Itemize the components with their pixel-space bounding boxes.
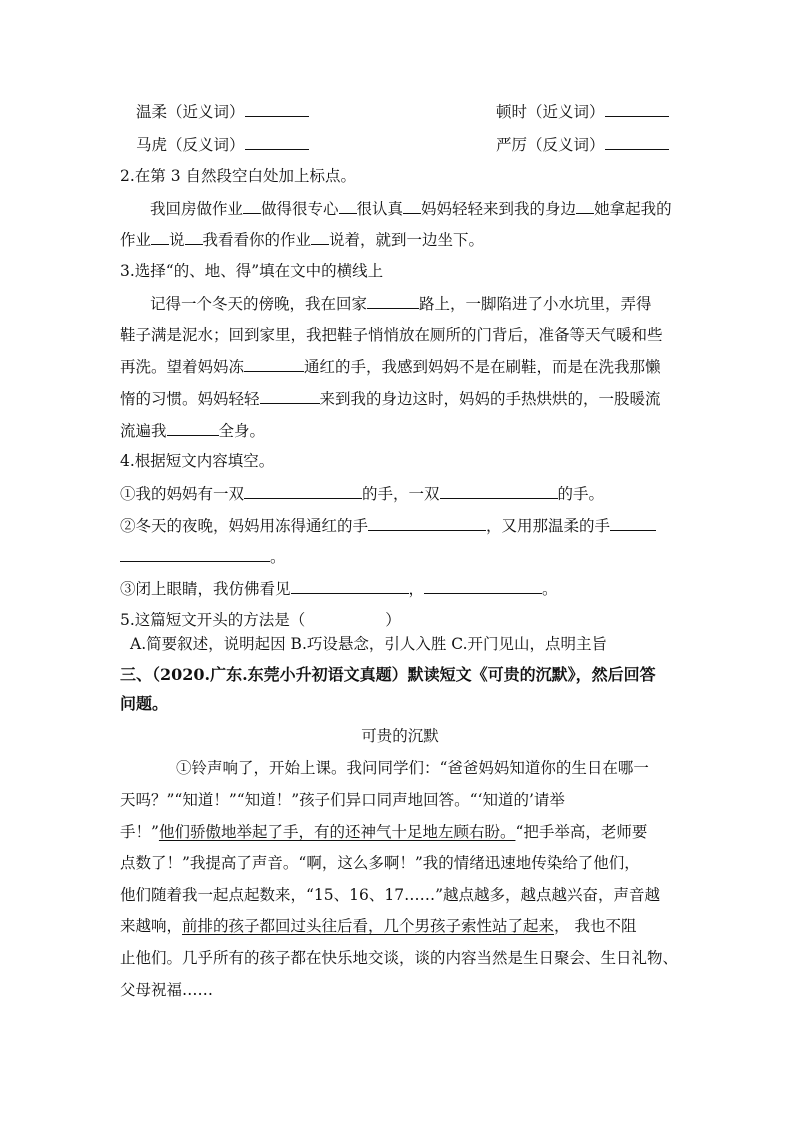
synonym-item-wenrou — [136, 101, 309, 122]
question-5-title: 5.这篇短文开头的方法是（ ） — [120, 611, 401, 629]
passage-line-2: 天吗？”“知道！”“知道！”孩子们异口同声地回答。“‘知道的’请举 — [120, 791, 565, 809]
punct-blank[interactable] — [185, 229, 203, 245]
passage-line-5: 他们随着我一起点起数来，“15、16、17……”越点越多，越点越兴奋，声音越 — [120, 886, 661, 904]
question-3-line-5: 流遍我 全身。 — [120, 422, 266, 440]
answer-blank[interactable] — [605, 134, 669, 150]
underlined-sentence: 前排的孩子都回过头往后看，几个男孩子索性站了起来 — [182, 917, 555, 935]
antonym-label: 严厉（反义词） — [496, 136, 605, 154]
punct-blank[interactable] — [339, 198, 357, 214]
punct-blank[interactable] — [403, 198, 421, 214]
section-3-heading-cont: 问题。 — [120, 694, 169, 713]
synonym-label: 温柔（近义词） — [136, 103, 245, 121]
passage-line-8: 父母祝福…… — [120, 981, 214, 999]
antonym-label: 马虎（反义词） — [136, 136, 245, 154]
answer-blank[interactable] — [260, 388, 320, 404]
question-4-item-3: ③闭上眼睛，我仿佛看见 ， 。 — [120, 580, 558, 598]
question-2-line-2: 作业 说 我看看你的作业 说着，就到一边坐下。 — [120, 231, 485, 249]
synonym-item-dunshi — [496, 101, 669, 122]
question-4-title: 4.根据短文内容填空。 — [120, 452, 275, 470]
question-3-line-3: 再洗。望着妈妈冻 通红的手，我感到妈妈不是在刷鞋，而是在洗我那懒 — [120, 358, 661, 376]
passage-line-7: 止他们。几乎所有的孩子都在快乐地交谈，谈的内容当然是生日聚会、生日礼物、 — [120, 949, 679, 967]
question-3-line-1: 记得一个冬天的傍晚，我在回家 路上，一脚陷进了小水坑里，弄得 — [150, 295, 652, 313]
question-5-options: A.简要叙述，说明起因 B.巧设悬念，引人入胜 C.开门见山，点明主旨 — [130, 635, 608, 653]
answer-blank[interactable] — [245, 101, 309, 117]
question-3-line-2: 鞋子满是泥水；回到家里，我把鞋子悄悄放在厕所的门背后，准备等天气暖和些 — [120, 326, 663, 344]
question-2-line-1: 我回房做作业 做得很专心 很认真 妈妈轻轻来到我的身边 她拿起我的 — [150, 200, 672, 218]
answer-blank[interactable] — [368, 515, 486, 531]
question-4-item-1: ①我的妈妈有一双 的手，一双 的手。 — [120, 485, 605, 503]
underlined-sentence: 他们骄傲地举起了手，有的还神气十足地左顾右盼。 — [158, 823, 516, 841]
section-3-heading: 三、（2020.广东.东莞小升初语文真题）默读短文《可贵的沉默》，然后回答 — [120, 665, 656, 684]
punct-blank[interactable] — [151, 229, 169, 245]
answer-blank[interactable] — [440, 483, 558, 499]
passage-line-1: ①铃声响了，开始上课。我问同学们：“爸爸妈妈知道你的生日在哪一 — [176, 759, 649, 777]
answer-blank[interactable] — [610, 515, 656, 531]
answer-blank[interactable] — [167, 420, 219, 436]
answer-blank[interactable] — [605, 101, 669, 117]
question-3-line-4: 惰的习惯。妈妈轻轻 来到我的身边这时，妈妈的手热烘烘的，一股暖流 — [120, 390, 661, 408]
punct-blank[interactable] — [311, 229, 329, 245]
passage-line-4: 点数了！”我提高了声音。“啊，这么多啊！”我的情绪迅速地传染给了他们， — [120, 854, 640, 872]
question-2-title: 2.在第 3 自然段空白处加上标点。 — [120, 167, 357, 185]
passage-line-3: 手！”他们骄傲地举起了手，有的还神气十足地左顾右盼。“把手举高，老师要 — [120, 823, 648, 841]
punct-blank[interactable] — [576, 198, 594, 214]
punct-blank[interactable] — [243, 198, 261, 214]
passage-title: 可贵的沉默 — [361, 727, 439, 745]
question-4-item-2-cont: 。 — [120, 546, 680, 567]
answer-blank[interactable] — [244, 356, 304, 372]
answer-blank[interactable] — [245, 134, 309, 150]
answer-blank[interactable] — [120, 546, 270, 562]
antonym-item-yanli — [496, 134, 669, 155]
synonym-label: 顿时（近义词） — [496, 103, 605, 121]
answer-blank[interactable] — [291, 578, 409, 594]
question-4-item-2: ②冬天的夜晚，妈妈用冻得通红的手 ，又用那温柔的手 — [120, 515, 680, 536]
question-3-title: 3.选择“的、地、得”填在文中的横线上 — [120, 262, 384, 280]
answer-blank[interactable] — [244, 483, 362, 499]
passage-line-6: 来越响，前排的孩子都回过头往后看，几个男孩子索性站了起来， 我也不阻 — [120, 917, 637, 935]
antonym-item-mahu — [136, 134, 309, 155]
answer-blank[interactable] — [424, 578, 542, 594]
answer-blank[interactable] — [367, 293, 419, 309]
